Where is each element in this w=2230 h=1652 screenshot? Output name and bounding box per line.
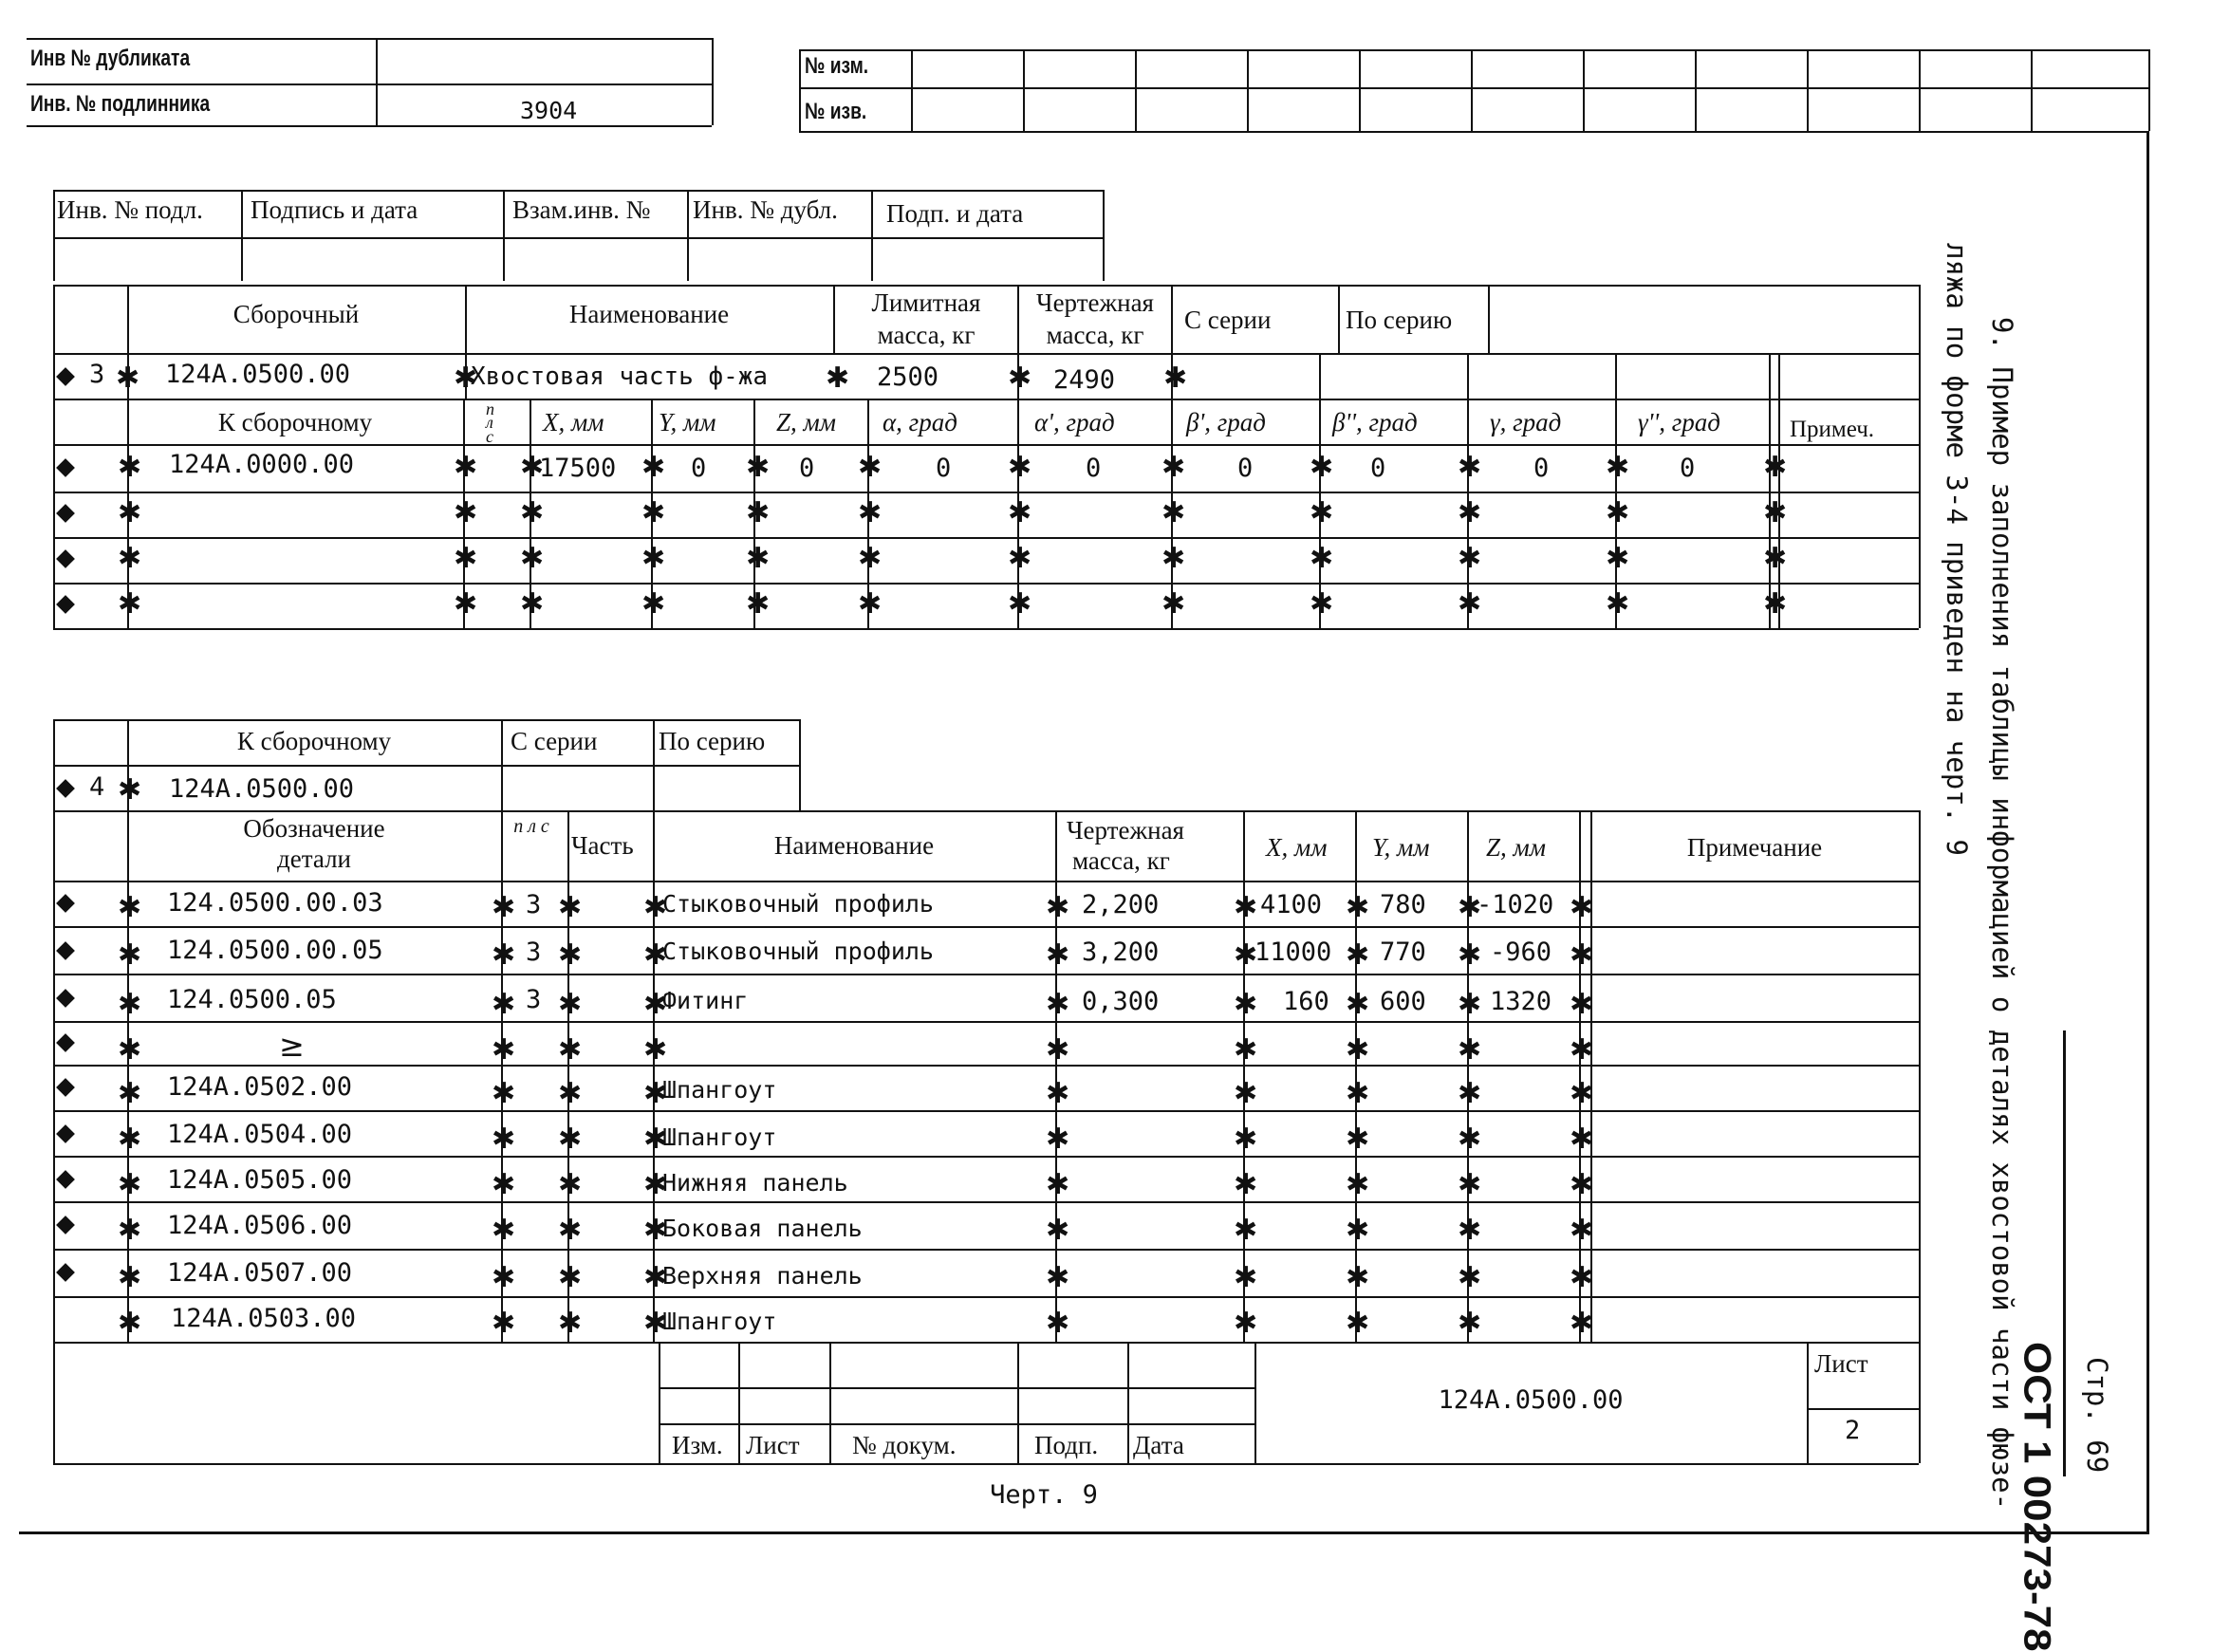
separator-asterisk-icon: ✱: [1046, 1123, 1070, 1156]
row-diamond-icon: [56, 894, 75, 913]
separator-asterisk-icon: ✱: [1310, 451, 1334, 484]
separator-asterisk-icon: ✱: [520, 542, 545, 575]
h-part-designation-2: детали: [277, 845, 351, 873]
separator-asterisk-icon: ✱: [643, 988, 668, 1021]
separator-asterisk-icon: ✱: [746, 542, 771, 575]
part-name: Верхняя панель: [662, 1262, 863, 1290]
row-diamond-icon: [56, 1124, 75, 1143]
separator-asterisk-icon: ✱: [1606, 542, 1630, 575]
row-diamond-icon: [56, 504, 75, 523]
separator-asterisk-icon: ✱: [643, 1123, 668, 1156]
separator-asterisk-icon: ✱: [1570, 891, 1594, 924]
list-col-label: Лист: [746, 1431, 800, 1459]
ref-gamma: 0: [1533, 454, 1550, 483]
h-x: X, мм: [543, 408, 604, 436]
separator-asterisk-icon: ✱: [492, 1261, 516, 1294]
separator-asterisk-icon: ✱: [492, 938, 516, 972]
limit-mass: 2500: [877, 362, 939, 392]
part-designation: 124А.0503.00: [171, 1304, 357, 1333]
h-assembly: Сборочный: [232, 300, 360, 328]
separator-asterisk-icon: ✱: [1008, 496, 1032, 529]
h-part-mass-1: Чертежная: [1067, 816, 1184, 845]
separator-asterisk-icon: ✱: [492, 1033, 516, 1067]
ref-beta-dprime: 0: [1370, 454, 1386, 483]
separator-asterisk-icon: ✱: [1161, 587, 1186, 621]
separator-asterisk-icon: ✱: [454, 496, 478, 529]
part-y: 780: [1380, 890, 1426, 919]
separator-asterisk-icon: ✱: [520, 496, 545, 529]
row-diamond-icon: [56, 1216, 75, 1234]
separator-asterisk-icon: ✱: [1234, 1214, 1258, 1247]
ref-alpha: 0: [936, 454, 952, 483]
ref-z: 0: [799, 454, 815, 483]
signature-date-label: Подпись и дата: [251, 195, 418, 224]
h-part-x: X, мм: [1266, 833, 1328, 862]
assembly-code: 124А.0500.00: [165, 360, 351, 389]
separator-asterisk-icon: ✱: [1234, 1077, 1258, 1110]
h-part-mass-2: масса, кг: [1072, 846, 1170, 875]
h-z: Z, мм: [776, 408, 836, 436]
separator-asterisk-icon: ✱: [1458, 1168, 1482, 1201]
part-designation: 124А.0502.00: [167, 1072, 353, 1102]
h-drawing-mass-2: масса, кг: [1046, 321, 1144, 349]
inv-orig-value: 3904: [520, 97, 578, 124]
separator-asterisk-icon: ✱: [1458, 1214, 1482, 1247]
drawing-mass: 2490: [1053, 365, 1116, 395]
row-diamond-icon: [56, 1033, 75, 1052]
ref-x: 17500: [539, 454, 617, 483]
part-designation: 124А.0505.00: [167, 1165, 353, 1195]
h-pls-2: п л с: [513, 816, 549, 837]
separator-asterisk-icon: ✱: [118, 587, 142, 621]
separator-asterisk-icon: ✱: [641, 496, 666, 529]
row-diamond-icon: [56, 1263, 75, 1282]
doc-num-col-label: № докум.: [852, 1431, 957, 1459]
h-beta-dprime: β'', град: [1332, 408, 1418, 436]
separator-asterisk-icon: ✱: [1570, 1214, 1594, 1247]
part-designation: 124.0500.00.03: [167, 888, 383, 918]
separator-asterisk-icon: ✱: [1234, 1033, 1258, 1067]
part-name: Стыковочный профиль: [662, 890, 934, 918]
separator-asterisk-icon: ✱: [558, 1077, 583, 1110]
separator-asterisk-icon: ✱: [118, 773, 142, 807]
side-note-line-2: ляжа по форме 3-4 приведен на черт. 9: [1941, 243, 1973, 857]
separator-asterisk-icon: ✱: [1310, 496, 1334, 529]
separator-asterisk-icon: ✱: [1458, 1123, 1482, 1156]
separator-asterisk-icon: ✱: [1346, 1168, 1370, 1201]
separator-asterisk-icon: ✱: [1234, 891, 1258, 924]
assembly-name: Хвостовая часть ф-жа: [471, 362, 769, 391]
separator-asterisk-icon: ✱: [1310, 542, 1334, 575]
h-part: Часть: [571, 831, 634, 860]
separator-asterisk-icon: ✱: [1570, 938, 1594, 972]
separator-asterisk-icon: ✱: [558, 1168, 583, 1201]
separator-asterisk-icon: ✱: [558, 1123, 583, 1156]
part-name: Нижняя панель: [662, 1169, 848, 1197]
part-designation: 124А.0506.00: [167, 1211, 353, 1240]
part-x: 160: [1283, 987, 1329, 1016]
h-to-series: По серию: [1346, 306, 1453, 334]
drawing-caption: Черт. 9: [990, 1480, 1098, 1510]
part-designation: 124А.0507.00: [167, 1258, 353, 1288]
separator-asterisk-icon: ✱: [643, 1214, 668, 1247]
separator-asterisk-icon: ✱: [1606, 496, 1630, 529]
izv-label: № изв.: [805, 99, 867, 124]
separator-asterisk-icon: ✱: [1458, 542, 1482, 575]
page-number: Стр. 69: [2081, 1357, 2113, 1474]
separator-asterisk-icon: ✱: [520, 451, 545, 484]
separator-asterisk-icon: ✱: [1458, 1077, 1482, 1110]
separator-asterisk-icon: ✱: [1163, 362, 1188, 395]
separator-asterisk-icon: ✱: [1458, 1307, 1482, 1340]
separator-asterisk-icon: ✱: [116, 362, 140, 395]
separator-asterisk-icon: ✱: [1161, 496, 1186, 529]
part-mass: 2,200: [1082, 890, 1160, 919]
separator-asterisk-icon: ✱: [643, 1168, 668, 1201]
h-note: Примеч.: [1790, 417, 1875, 442]
separator-asterisk-icon: ✱: [1046, 1033, 1070, 1067]
separator-asterisk-icon: ✱: [492, 1077, 516, 1110]
separator-asterisk-icon: ✱: [454, 542, 478, 575]
h-part-name: Наименование: [773, 831, 935, 860]
separator-asterisk-icon: ✱: [492, 1168, 516, 1201]
part-y: 600: [1380, 987, 1426, 1016]
separator-asterisk-icon: ✱: [558, 1033, 583, 1067]
h-beta-prime: β', град: [1186, 408, 1266, 436]
row-diamond-icon: [56, 595, 75, 614]
h-to-series-2: По серию: [659, 727, 766, 755]
separator-asterisk-icon: ✱: [643, 891, 668, 924]
ref-alpha-prime: 0: [1086, 454, 1102, 483]
separator-asterisk-icon: ✱: [492, 1214, 516, 1247]
ref-beta-prime: 0: [1237, 454, 1254, 483]
frame-right: [2146, 131, 2149, 1531]
separator-asterisk-icon: ✱: [118, 1214, 142, 1247]
part-name: Шпангоут: [662, 1123, 777, 1151]
inv-orig-label: Инв. № подлинника: [30, 91, 211, 117]
separator-asterisk-icon: ✱: [558, 988, 583, 1021]
separator-asterisk-icon: ✱: [118, 938, 142, 972]
separator-asterisk-icon: ✱: [1570, 1168, 1594, 1201]
ref-gamma-dprime: 0: [1680, 454, 1696, 483]
separator-asterisk-icon: ✱: [1046, 1168, 1070, 1201]
h-to-assembly-2: К сборочному: [236, 727, 392, 755]
separator-asterisk-icon: ✱: [1161, 542, 1186, 575]
separator-asterisk-icon: ✱: [1346, 988, 1370, 1021]
separator-asterisk-icon: ✱: [1346, 1307, 1370, 1340]
separator-asterisk-icon: ✱: [1458, 587, 1482, 621]
h-gamma: γ, град: [1490, 408, 1562, 436]
separator-asterisk-icon: ✱: [1458, 496, 1482, 529]
separator-asterisk-icon: ✱: [1346, 1214, 1370, 1247]
separator-asterisk-icon: ✱: [118, 496, 142, 529]
izm-col-label: Изм.: [672, 1431, 723, 1459]
row-diamond-icon: [56, 779, 75, 798]
separator-asterisk-icon: ✱: [1458, 938, 1482, 972]
inv-podl-label: Инв. № подл.: [57, 195, 203, 224]
separator-asterisk-icon: ✱: [492, 988, 516, 1021]
separator-asterisk-icon: ✱: [1606, 587, 1630, 621]
podp-col-label: Подп.: [1034, 1431, 1099, 1459]
standard-number: ОСТ 1 00273-78: [2016, 1342, 2058, 1652]
separator-asterisk-icon: ✱: [118, 1033, 142, 1067]
part-z: -1020: [1477, 890, 1554, 919]
separator-asterisk-icon: ✱: [641, 451, 666, 484]
separator-asterisk-icon: ✱: [858, 587, 883, 621]
standard-underline: [2063, 1030, 2066, 1476]
separator-asterisk-icon: ✱: [1008, 451, 1032, 484]
separator-asterisk-icon: ✱: [1570, 1077, 1594, 1110]
separator-asterisk-icon: ✱: [520, 587, 545, 621]
separator-asterisk-icon: ✱: [746, 496, 771, 529]
separator-asterisk-icon: ✱: [118, 1261, 142, 1294]
separator-asterisk-icon: ✱: [858, 451, 883, 484]
part-pls: 3: [526, 985, 542, 1014]
separator-asterisk-icon: ✱: [1458, 988, 1482, 1021]
h-pls: п л с: [486, 399, 494, 446]
separator-asterisk-icon: ✱: [1570, 1261, 1594, 1294]
part-pls: 3: [526, 890, 542, 919]
separator-asterisk-icon: ✱: [1234, 1307, 1258, 1340]
separator-asterisk-icon: ✱: [118, 1168, 142, 1201]
part-designation: 124.0500.05: [167, 985, 337, 1014]
separator-asterisk-icon: ✱: [1458, 1033, 1482, 1067]
podp-data-label: Подп. и дата: [886, 199, 1024, 228]
separator-asterisk-icon: ✱: [454, 587, 478, 621]
separator-asterisk-icon: ✱: [558, 1307, 583, 1340]
separator-asterisk-icon: ✱: [1346, 938, 1370, 972]
part-mass: 3,200: [1082, 937, 1160, 967]
part-designation: 124А.0504.00: [167, 1120, 353, 1149]
h-to-assembly: К сборочному: [217, 408, 373, 436]
side-note-line-1: 9. Пример заполнения таблицы информацией о деталях хвостовой части фюзе-: [1986, 317, 2018, 1511]
separator-asterisk-icon: ✱: [1046, 891, 1070, 924]
separator-asterisk-icon: ✱: [1570, 1033, 1594, 1067]
separator-asterisk-icon: ✱: [643, 1077, 668, 1110]
separator-asterisk-icon: ✱: [1346, 1261, 1370, 1294]
part-name: Шпангоут: [662, 1076, 777, 1104]
separator-asterisk-icon: ✱: [118, 451, 142, 484]
separator-asterisk-icon: ✱: [643, 1307, 668, 1340]
separator-asterisk-icon: ✱: [1458, 891, 1482, 924]
separator-asterisk-icon: ✱: [1008, 587, 1032, 621]
separator-asterisk-icon: ✱: [1570, 988, 1594, 1021]
separator-asterisk-icon: ✱: [558, 1214, 583, 1247]
separator-asterisk-icon: ✱: [1346, 891, 1370, 924]
part-name: Боковая панель: [662, 1215, 863, 1242]
part-x: 4100: [1260, 890, 1323, 919]
row-number-2: 4: [89, 772, 105, 802]
separator-asterisk-icon: ✱: [118, 1123, 142, 1156]
row-diamond-icon: [56, 458, 75, 477]
separator-asterisk-icon: ✱: [118, 1307, 142, 1340]
separator-asterisk-icon: ✱: [1606, 451, 1630, 484]
h-part-z: Z, мм: [1486, 833, 1546, 862]
row-diamond-icon: [56, 1078, 75, 1097]
row-diamond-icon: [56, 989, 75, 1008]
separator-asterisk-icon: ✱: [641, 587, 666, 621]
separator-asterisk-icon: ✱: [1570, 1123, 1594, 1156]
separator-asterisk-icon: ✱: [1234, 1261, 1258, 1294]
row-diamond-icon: [56, 367, 75, 386]
part-z: 1320: [1490, 987, 1552, 1016]
h-gamma-dprime: γ'', град: [1638, 408, 1720, 436]
h-drawing-mass-1: Чертежная: [1036, 288, 1154, 317]
h-from-series-2: С серии: [511, 727, 598, 755]
separator-asterisk-icon: ✱: [1234, 1168, 1258, 1201]
separator-asterisk-icon: ✱: [746, 451, 771, 484]
separator-asterisk-icon: ✱: [1763, 451, 1788, 484]
separator-asterisk-icon: ✱: [1310, 587, 1334, 621]
sheet-number: 2: [1845, 1416, 1861, 1445]
separator-asterisk-icon: ✱: [1046, 1307, 1070, 1340]
part-mass: 0,300: [1082, 987, 1160, 1016]
part-name: Стыковочный профиль: [662, 937, 934, 965]
separator-asterisk-icon: ✱: [1346, 1077, 1370, 1110]
separator-asterisk-icon: ✱: [1346, 1033, 1370, 1067]
inv-dubl-label: Инв. № дубл.: [693, 195, 838, 224]
separator-asterisk-icon: ✱: [454, 451, 478, 484]
separator-asterisk-icon: ✱: [1346, 1123, 1370, 1156]
separator-asterisk-icon: ✱: [118, 891, 142, 924]
separator-asterisk-icon: ✱: [558, 938, 583, 972]
separator-asterisk-icon: ✱: [643, 1033, 668, 1067]
ref-assembly: 124А.0000.00: [169, 450, 355, 479]
separator-asterisk-icon: ✱: [558, 1261, 583, 1294]
assembly-code-2: 124А.0500.00: [169, 774, 355, 804]
separator-asterisk-icon: ✱: [746, 587, 771, 621]
h-y: Y, мм: [659, 408, 716, 436]
separator-asterisk-icon: ✱: [1234, 938, 1258, 972]
separator-asterisk-icon: ✱: [492, 1307, 516, 1340]
document-code: 124А.0500.00: [1438, 1385, 1624, 1415]
separator-asterisk-icon: ✱: [858, 496, 883, 529]
separator-asterisk-icon: ✱: [118, 988, 142, 1021]
frame-bottom: [19, 1531, 2149, 1534]
row-diamond-icon: [56, 941, 75, 960]
separator-asterisk-icon: ✱: [492, 1123, 516, 1156]
separator-asterisk-icon: ✱: [1763, 496, 1788, 529]
row-number: 3: [89, 360, 105, 389]
row-diamond-icon: [56, 1170, 75, 1189]
separator-asterisk-icon: ✱: [118, 542, 142, 575]
h-alpha-prime: α', град: [1034, 408, 1115, 436]
separator-asterisk-icon: ✱: [1570, 1307, 1594, 1340]
h-from-series: С серии: [1184, 306, 1272, 334]
sheet-label: Лист: [1814, 1349, 1868, 1378]
h-alpha: α, град: [883, 408, 957, 436]
separator-asterisk-icon: ✱: [1161, 451, 1186, 484]
separator-asterisk-icon: ✱: [118, 1077, 142, 1110]
separator-asterisk-icon: ✱: [826, 362, 850, 395]
h-part-designation-1: Обозначение: [243, 814, 385, 843]
row-diamond-icon: [56, 549, 75, 568]
part-name: Шпангоут: [662, 1308, 777, 1335]
separator-asterisk-icon: ✱: [1458, 1261, 1482, 1294]
separator-asterisk-icon: ✱: [1046, 1214, 1070, 1247]
separator-asterisk-icon: ✱: [1763, 542, 1788, 575]
date-col-label: Дата: [1133, 1431, 1184, 1459]
separator-asterisk-icon: ✱: [641, 542, 666, 575]
separator-asterisk-icon: ✱: [1234, 988, 1258, 1021]
separator-asterisk-icon: ✱: [1008, 362, 1032, 395]
separator-asterisk-icon: ✱: [1458, 451, 1482, 484]
separator-asterisk-icon: ✱: [643, 1261, 668, 1294]
ref-y: 0: [691, 454, 707, 483]
separator-asterisk-icon: ✱: [492, 891, 516, 924]
separator-asterisk-icon: ✱: [643, 938, 668, 972]
part-y: 770: [1380, 937, 1426, 967]
separator-asterisk-icon: ✱: [1008, 542, 1032, 575]
separator-asterisk-icon: ✱: [1046, 988, 1070, 1021]
separator-asterisk-icon: ✱: [1234, 1123, 1258, 1156]
separator-asterisk-icon: ✱: [1046, 1261, 1070, 1294]
separator-asterisk-icon: ✱: [558, 891, 583, 924]
separator-asterisk-icon: ✱: [858, 542, 883, 575]
separator-asterisk-icon: ✱: [1046, 938, 1070, 972]
h-limit-mass-2: масса, кг: [877, 321, 976, 349]
part-x: 11000: [1254, 937, 1332, 967]
h-limit-mass-1: Лимитная: [871, 288, 981, 317]
vzam-inv-label: Взам.инв. №: [512, 195, 651, 224]
separator-asterisk-icon: ✱: [454, 362, 478, 395]
ditto-mark-icon: ≥: [279, 1028, 305, 1064]
part-pls: 3: [526, 937, 542, 967]
h-part-note: Примечание: [1686, 833, 1823, 862]
separator-asterisk-icon: ✱: [1046, 1077, 1070, 1110]
separator-asterisk-icon: ✱: [1763, 587, 1788, 621]
part-designation: 124.0500.00.05: [167, 936, 383, 965]
h-name: Наименование: [568, 300, 730, 328]
part-name: Фитинг: [662, 987, 749, 1014]
inv-dup-label: Инв № дубликата: [30, 46, 191, 71]
h-part-y: Y, мм: [1372, 833, 1430, 862]
part-z: -960: [1490, 937, 1552, 967]
izm-label: № изм.: [805, 53, 869, 79]
